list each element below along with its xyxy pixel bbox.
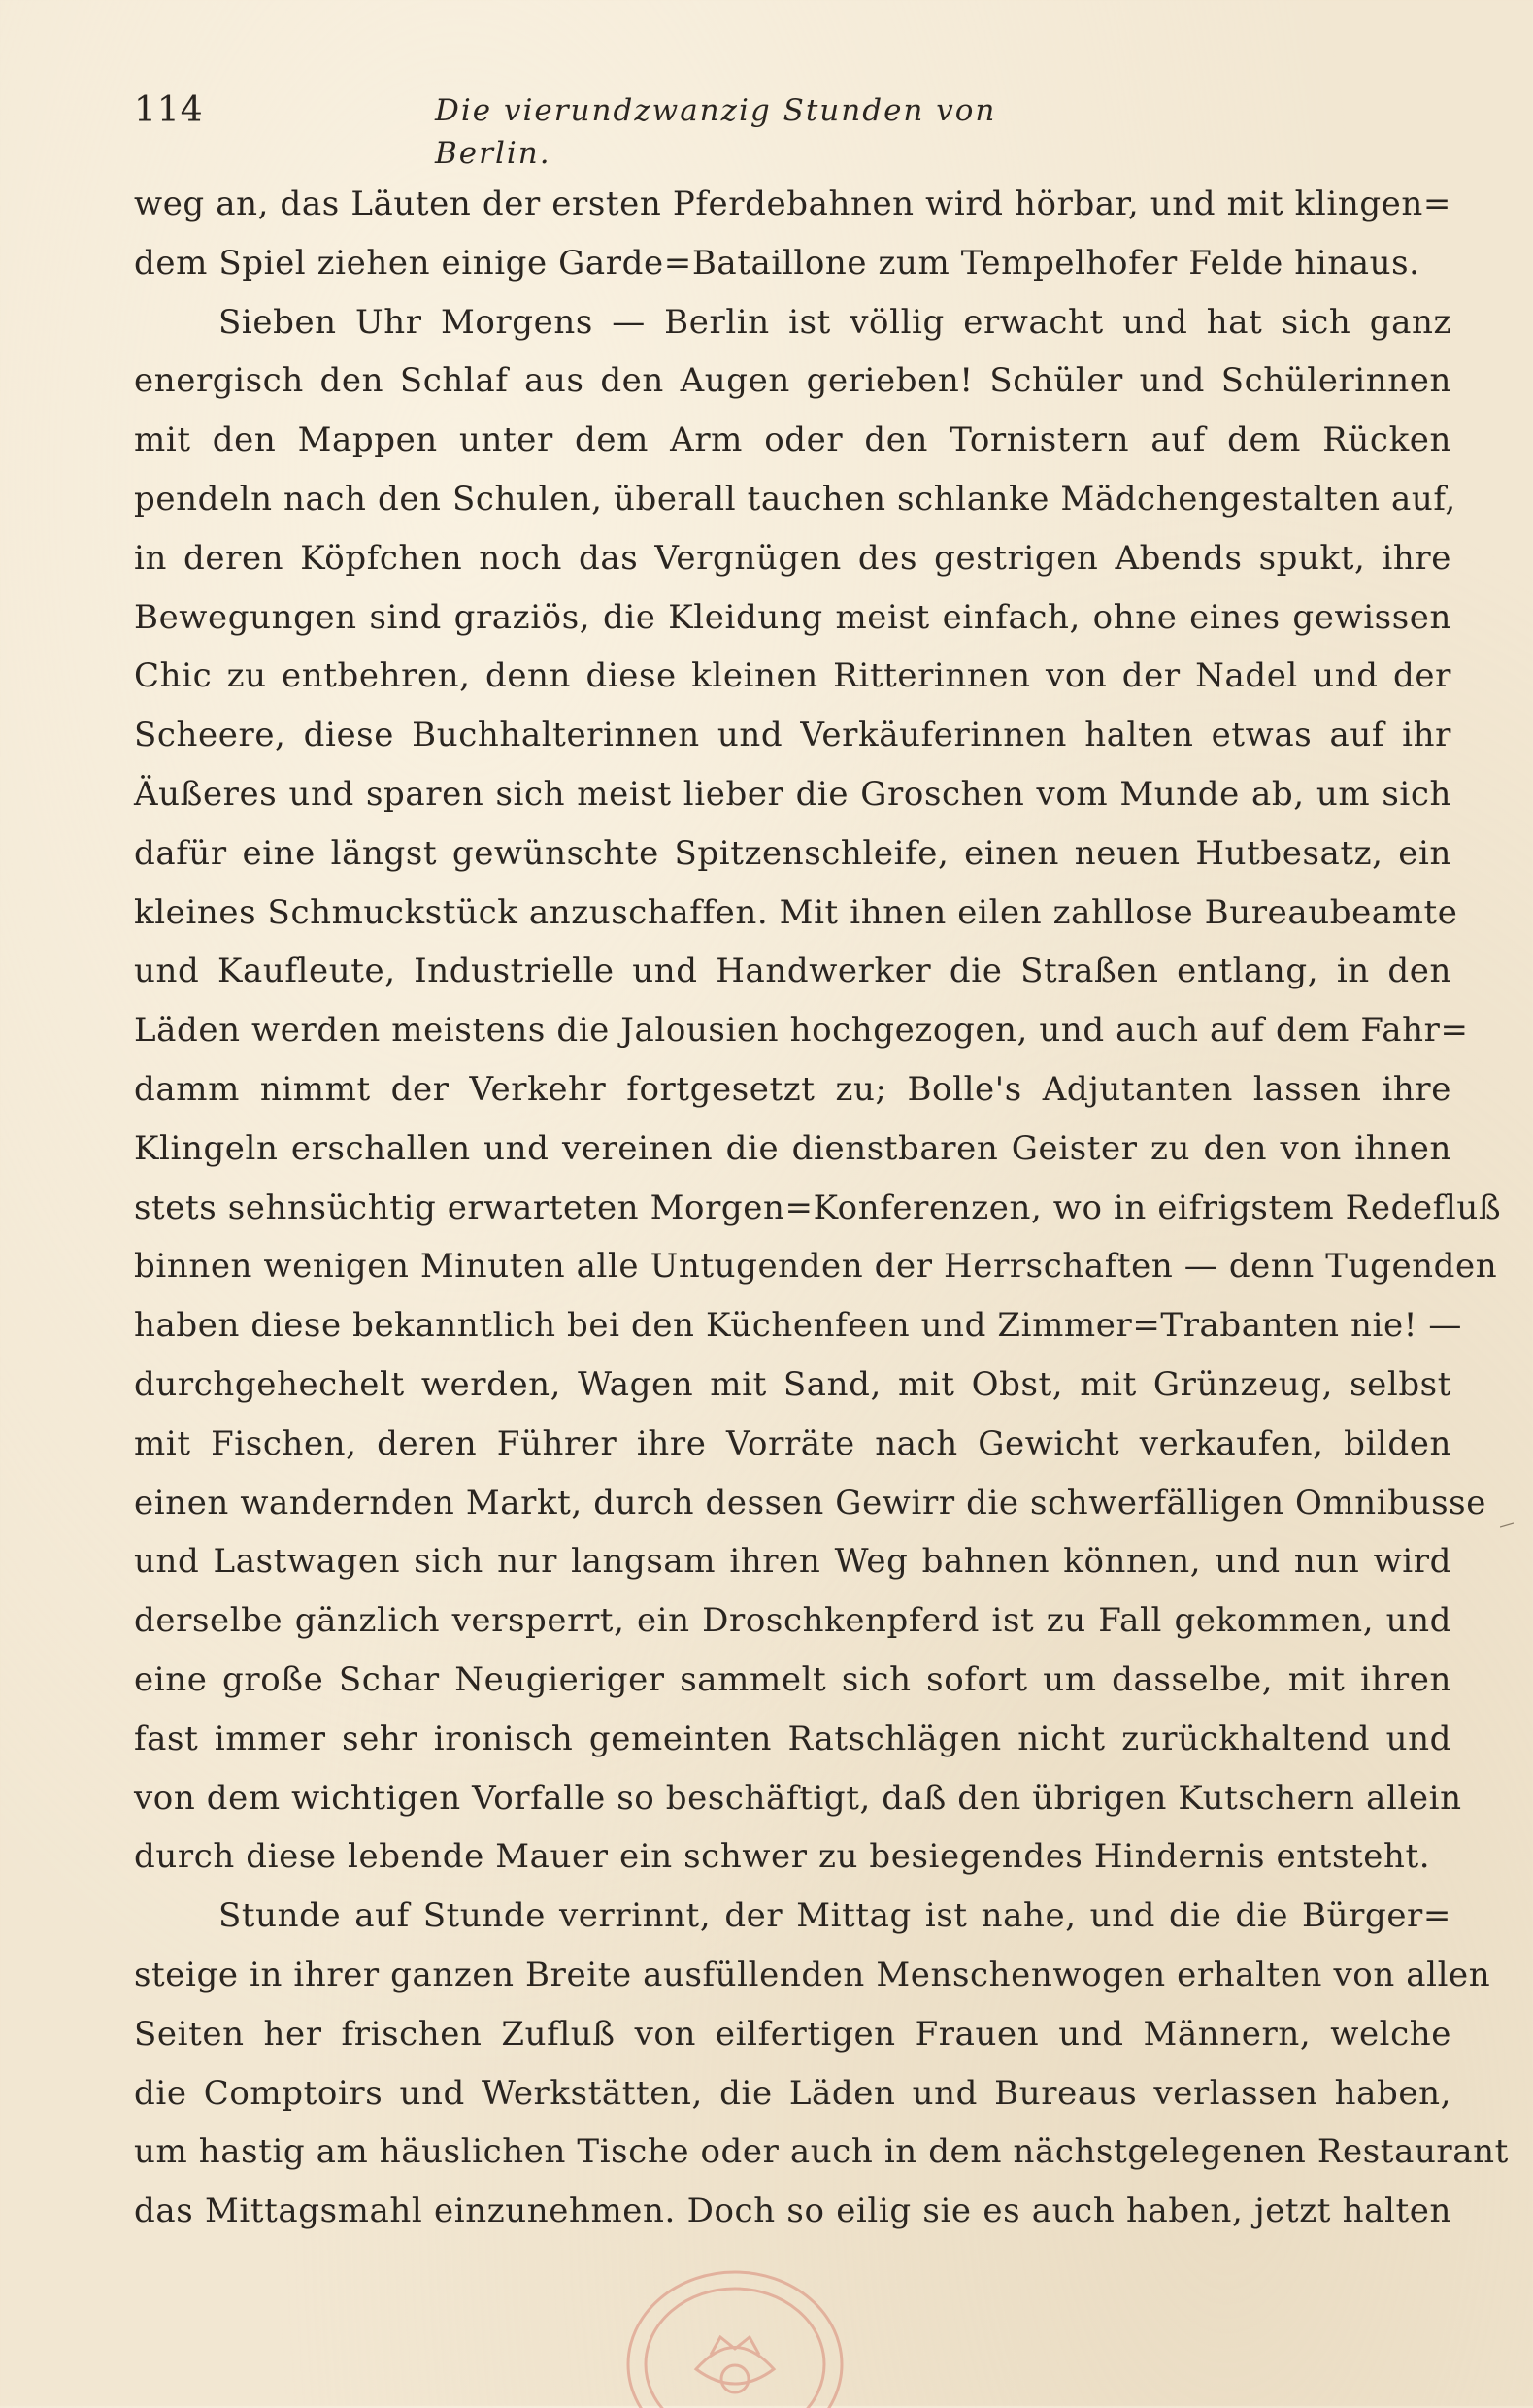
text-line: steige in ihrer ganzen Breite ausfüllenden Menschenwogen erhalten von allen (134, 1955, 1491, 1994)
text-line: durch diese lebende Mauer ein schwer zu besiegendes Hindernis entsteht. (134, 1837, 1431, 1877)
text-line: pendeln nach den Schulen, überall tauchen schlanke Mädchengestalten auf, (134, 479, 1456, 518)
text-line: weg an, das Läuten der ersten Pferdebahnen wird hörbar, und mit klingen= (134, 184, 1451, 223)
text-line: einen wandernden Markt, durch dessen Gewirr die schwerfälligen Omnibusse (134, 1483, 1486, 1522)
text-line: von dem wichtigen Vorfalle so beschäftigt, daß den übrigen Kutschern allein (134, 1778, 1462, 1818)
text-line: stets sehnsüchtig erwarteten Morgen=Konferenzen, wo in eifrigstem Redefluß (134, 1187, 1502, 1227)
text-line: Stunde auf Stunde verrinnt, der Mittag ist nahe, und die die Bürger= (218, 1896, 1451, 1936)
text-line: haben diese bekanntlich bei den Küchenfeen und Zimmer=Trabanten nie! — (134, 1306, 1462, 1346)
text-line: dafür eine längst gewünschte Spitzenschleife, einen neuen Hutbesatz, ein (134, 833, 1451, 873)
body-text (134, 175, 1509, 2241)
margin-mark (1500, 1522, 1514, 1528)
text-line: Bewegungen sind graziös, die Kleidung meist einfach, ohne eines gewissen (134, 597, 1451, 637)
running-title: Die vierundzwanzig Stunden von Berlin. (435, 93, 997, 171)
text-line: Läden werden meistens die Jalousien hochgezogen, und auch auf dem Fahr= (134, 1011, 1469, 1051)
text-line: durchgehechelt werden, Wagen mit Sand, mit Obst, mit Grünzeug, selbst (134, 1364, 1451, 1404)
text-line: mit den Mappen unter dem Arm oder den Tornistern auf dem Rücken (134, 420, 1451, 460)
text-line: um hastig am häuslichen Tische oder auch in dem nächstgelegenen Restaurant (134, 2132, 1509, 2172)
text-line: binnen wenigen Minuten alle Untugenden der Herrschaften — denn Tugenden (134, 1247, 1498, 1287)
page-number: 114 (134, 90, 204, 130)
text-line: das Mittagsmahl einzunehmen. Doch so eilig sie es auch haben, jetzt halten (134, 2191, 1451, 2231)
text-line: und Lastwagen sich nur langsam ihren Weg bahnen können, und nun wird (134, 1542, 1451, 1582)
text-line: Klingeln erschallen und vereinen die dienstbaren Geister zu den von ihnen (134, 1128, 1451, 1168)
text-line: Seiten her frischen Zufluß von eilfertigen Frauen und Männern, welche (134, 2014, 1451, 2054)
text-line: und Kaufleute, Industrielle und Handwerker die Straßen entlang, in den (134, 952, 1451, 991)
text-line: fast immer sehr ironisch gemeinten Ratschlägen nicht zurückhaltend und (134, 1719, 1451, 1758)
text-line: Sieben Uhr Morgens — Berlin ist völlig erwacht und hat sich ganz (218, 302, 1451, 342)
text-line: damm nimmt der Verkehr fortgesetzt zu; Bolle's Adjutanten lassen ihre (134, 1069, 1451, 1109)
text-line: kleines Schmuckstück anzuschaffen. Mit ihnen eilen zahllose Bureaubeamte (134, 892, 1458, 932)
text-line: Chic zu entbehren, denn diese kleinen Ritterinnen von der Nadel und der (134, 656, 1451, 696)
text-line: mit Fischen, deren Führer ihre Vorräte nach Gewicht verkaufen, bilden (134, 1423, 1451, 1463)
page-header (134, 89, 1115, 171)
text-line: dem Spiel ziehen einige Garde=Bataillone zum Tempelhofer Felde hinaus. (134, 243, 1420, 283)
text-line: eine große Schar Neugieriger sammelt sich sofort um dasselbe, mit ihren (134, 1659, 1451, 1699)
text-line: Äußeres und sparen sich meist lieber die Groschen vom Munde ab, um sich (134, 774, 1451, 814)
text-line: die Comptoirs und Werkstätten, die Läden und Bureaus verlassen haben, (134, 2073, 1451, 2113)
library-stamp (614, 2262, 856, 2408)
text-line: Scheere, diese Buchhalterinnen und Verkäuferinnen halten etwas auf ihr (134, 716, 1451, 755)
text-line: in deren Köpfchen noch das Vergnügen des gestrigen Abends spukt, ihre (134, 538, 1451, 578)
text-line: energisch den Schlaf aus den Augen gerieben! Schüler und Schülerinnen (134, 361, 1451, 401)
text-line: derselbe gänzlich versperrt, ein Droschkenpferd ist zu Fall gekommen, und (134, 1601, 1451, 1641)
stamp-outline (628, 2272, 842, 2408)
